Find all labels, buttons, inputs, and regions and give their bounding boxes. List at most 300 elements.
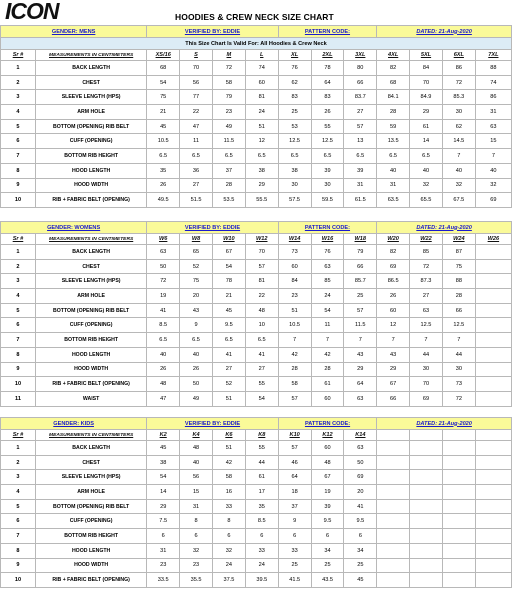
size-value-cell: 58 xyxy=(278,377,311,392)
table-row xyxy=(1,303,512,318)
table-body-men xyxy=(1,61,512,208)
section-header-men xyxy=(1,26,512,38)
size-value-cell: 43 xyxy=(180,303,213,318)
size-value-cell: 28 xyxy=(278,362,311,377)
size-value-cell: 9.5 xyxy=(311,514,344,529)
col-header: W26 xyxy=(475,234,511,245)
col-header: K12 xyxy=(311,430,344,441)
row-number: 5 xyxy=(1,303,36,318)
size-value-cell: 28 xyxy=(212,178,245,193)
table-row xyxy=(1,529,512,544)
size-value-cell: 26 xyxy=(377,289,410,304)
measurement-label: CUFF (OPENING) xyxy=(35,514,146,529)
size-value-cell xyxy=(377,441,410,456)
size-value-cell: 32 xyxy=(442,178,475,193)
size-value-cell: 60 xyxy=(245,75,278,90)
size-value-cell: 32 xyxy=(212,543,245,558)
size-value-cell: 85 xyxy=(311,274,344,289)
size-value-cell: 41 xyxy=(147,303,180,318)
size-value-cell: 49 xyxy=(180,391,213,406)
size-value-cell: 40 xyxy=(442,163,475,178)
size-value-cell: 72 xyxy=(442,391,475,406)
size-value-cell: 51 xyxy=(245,119,278,134)
col-header: W14 xyxy=(278,234,311,245)
size-value-cell: 53.5 xyxy=(212,193,245,208)
size-value-cell: 69 xyxy=(475,193,511,208)
size-value-cell: 27 xyxy=(410,289,443,304)
size-value-cell: 41.5 xyxy=(278,573,311,588)
size-value-cell xyxy=(475,347,511,362)
measurement-label: BOTTOM (OPENING) RIB BELT xyxy=(35,119,146,134)
size-value-cell: 6 xyxy=(278,529,311,544)
size-value-cell: 48 xyxy=(147,377,180,392)
size-value-cell xyxy=(475,455,511,470)
size-value-cell xyxy=(475,245,511,260)
table-row xyxy=(1,362,512,377)
row-number: 6 xyxy=(1,318,36,333)
size-value-cell: 67 xyxy=(377,377,410,392)
brand-logo-graphic xyxy=(4,0,84,22)
measurement-label: SLEEVE LENGTH (HPS) xyxy=(35,274,146,289)
size-value-cell: 6.5 xyxy=(212,149,245,164)
size-value-cell: 35.5 xyxy=(180,573,213,588)
row-number: 8 xyxy=(1,163,36,178)
size-value-cell: 57 xyxy=(278,391,311,406)
size-value-cell xyxy=(443,543,476,558)
size-value-cell: 43.5 xyxy=(311,573,344,588)
col-header: 5XL xyxy=(410,50,443,61)
size-value-cell: 76 xyxy=(311,245,344,260)
size-value-cell: 27 xyxy=(212,362,245,377)
row-number: 5 xyxy=(1,499,36,514)
size-value-cell xyxy=(475,391,511,406)
size-value-cell: 84 xyxy=(410,61,443,76)
size-value-cell: 50 xyxy=(344,455,377,470)
col-header: 2XL xyxy=(311,50,344,61)
table-row xyxy=(1,134,512,149)
size-value-cell xyxy=(443,470,476,485)
row-number: 6 xyxy=(1,134,36,149)
size-value-cell: 6 xyxy=(212,529,245,544)
size-value-cell: 6 xyxy=(180,529,213,544)
size-value-cell xyxy=(475,259,511,274)
size-value-cell xyxy=(443,499,476,514)
size-value-cell: 6.5 xyxy=(311,149,344,164)
col-header: W10 xyxy=(212,234,245,245)
size-value-cell: 88 xyxy=(442,274,475,289)
table-row xyxy=(1,75,512,90)
verified-label: VERIFIED BY: EDDIE xyxy=(147,26,278,38)
table-row xyxy=(1,347,512,362)
row-number: 4 xyxy=(1,289,36,304)
size-value-cell: 88 xyxy=(475,61,511,76)
size-value-cell: 19 xyxy=(311,485,344,500)
size-value-cell: 31 xyxy=(344,178,377,193)
row-number: 6 xyxy=(1,514,36,529)
size-value-cell: 79 xyxy=(344,245,377,260)
size-value-cell: 82 xyxy=(377,61,410,76)
measurement-label: HOOD LENGTH xyxy=(35,347,146,362)
size-value-cell: 35 xyxy=(245,499,278,514)
size-value-cell: 10.5 xyxy=(278,318,311,333)
measurement-label: BOTTOM RIB HEIGHT xyxy=(35,149,146,164)
row-number: 1 xyxy=(1,441,36,456)
row-number: 10 xyxy=(1,377,36,392)
size-value-cell: 26 xyxy=(147,362,180,377)
size-value-cell: 43 xyxy=(344,347,377,362)
size-value-cell: 56 xyxy=(180,470,213,485)
size-value-cell: 54 xyxy=(212,259,245,274)
size-value-cell: 83 xyxy=(311,90,344,105)
size-value-cell: 19 xyxy=(147,289,180,304)
size-value-cell: 6 xyxy=(344,529,377,544)
size-value-cell xyxy=(475,558,511,573)
size-value-cell: 11 xyxy=(311,318,344,333)
size-value-cell: 25 xyxy=(278,105,311,120)
measurement-label: HOOD LENGTH xyxy=(35,163,146,178)
size-value-cell: 20 xyxy=(344,485,377,500)
size-value-cell: 48 xyxy=(180,441,213,456)
size-value-cell: 29 xyxy=(377,362,410,377)
size-value-cell xyxy=(443,529,476,544)
size-value-cell: 54 xyxy=(245,391,278,406)
column-header-row-men xyxy=(1,50,512,61)
validity-note: This Size Chart Is Valid For: All Hoodies & Crew Neck xyxy=(1,38,512,50)
size-value-cell xyxy=(377,499,410,514)
size-value-cell: 6.5 xyxy=(245,149,278,164)
measurement-label: ARM HOLE xyxy=(35,485,146,500)
measurement-label: ARM HOLE xyxy=(35,289,146,304)
size-value-cell: 7 xyxy=(442,333,475,348)
size-value-cell: 67.5 xyxy=(442,193,475,208)
measurement-label: RIB + FABRIC BELT (OPENING) xyxy=(35,377,146,392)
size-value-cell: 67 xyxy=(311,470,344,485)
size-value-cell: 51.5 xyxy=(180,193,213,208)
size-value-cell: 61 xyxy=(245,470,278,485)
size-value-cell: 29 xyxy=(410,105,443,120)
size-value-cell: 66 xyxy=(344,259,377,274)
size-value-cell: 7 xyxy=(442,149,475,164)
size-value-cell: 6.5 xyxy=(278,149,311,164)
size-value-cell: 85 xyxy=(410,245,443,260)
size-value-cell: 39 xyxy=(311,163,344,178)
size-value-cell: 84.1 xyxy=(377,90,410,105)
column-header-row-women xyxy=(1,234,512,245)
size-value-cell: 47 xyxy=(147,391,180,406)
size-value-cell: 6.5 xyxy=(180,149,213,164)
pattern-code-label: PATTERN CODE: xyxy=(278,222,377,234)
size-value-cell: 32 xyxy=(180,543,213,558)
col-header: 4XL xyxy=(377,50,410,61)
size-value-cell: 7 xyxy=(278,333,311,348)
measurement-label: RIB + FABRIC BELT (OPENING) xyxy=(35,573,146,588)
size-value-cell: 57 xyxy=(344,303,377,318)
size-value-cell: 69 xyxy=(377,259,410,274)
size-value-cell: 21 xyxy=(212,289,245,304)
size-value-cell: 26 xyxy=(311,105,344,120)
brand-logo xyxy=(4,0,84,22)
size-value-cell: 50 xyxy=(147,259,180,274)
measurement-label: CHEST xyxy=(35,259,146,274)
table-row xyxy=(1,163,512,178)
size-value-cell: 29 xyxy=(147,499,180,514)
size-value-cell: 7.5 xyxy=(147,514,180,529)
size-value-cell: 44 xyxy=(442,347,475,362)
size-value-cell: 32 xyxy=(410,178,443,193)
size-value-cell: 34 xyxy=(344,543,377,558)
size-value-cell: 27 xyxy=(245,362,278,377)
col-header: MEASUREMENTS IN CENTIMETERS xyxy=(35,50,146,61)
size-value-cell: 14 xyxy=(147,485,180,500)
size-value-cell: 70 xyxy=(180,61,213,76)
table-row xyxy=(1,193,512,208)
size-value-cell: 87 xyxy=(442,245,475,260)
size-value-cell: 74 xyxy=(475,75,511,90)
size-value-cell: 49 xyxy=(212,119,245,134)
verified-label: VERIFIED BY: EDDIE xyxy=(147,222,278,234)
size-value-cell: 11.5 xyxy=(344,318,377,333)
size-value-cell: 26 xyxy=(147,178,180,193)
size-value-cell: 84 xyxy=(278,274,311,289)
size-value-cell: 6 xyxy=(245,529,278,544)
measurement-label: BACK LENGTH xyxy=(35,441,146,456)
size-value-cell xyxy=(410,558,443,573)
table-row xyxy=(1,514,512,529)
size-value-cell: 24 xyxy=(212,558,245,573)
size-value-cell: 40 xyxy=(475,163,511,178)
size-value-cell: 42 xyxy=(212,455,245,470)
row-number: 11 xyxy=(1,391,36,406)
size-value-cell: 10.5 xyxy=(147,134,180,149)
measurement-label: SLEEVE LENGTH (HPS) xyxy=(35,470,146,485)
col-header: Sr # xyxy=(1,234,36,245)
size-value-cell: 87.3 xyxy=(410,274,443,289)
size-value-cell: 22 xyxy=(245,289,278,304)
size-value-cell: 14.5 xyxy=(442,134,475,149)
size-value-cell: 72 xyxy=(410,259,443,274)
size-value-cell xyxy=(475,514,511,529)
size-value-cell: 83 xyxy=(278,90,311,105)
size-value-cell: 58 xyxy=(212,470,245,485)
size-value-cell: 79 xyxy=(212,90,245,105)
col-header: L xyxy=(245,50,278,61)
size-value-cell xyxy=(475,485,511,500)
size-value-cell xyxy=(410,455,443,470)
table-row xyxy=(1,61,512,76)
size-value-cell xyxy=(475,529,511,544)
size-value-cell: 61 xyxy=(410,119,443,134)
size-value-cell: 72 xyxy=(147,274,180,289)
size-value-cell: 54 xyxy=(147,470,180,485)
size-value-cell: 49.5 xyxy=(147,193,180,208)
size-value-cell: 37.5 xyxy=(212,573,245,588)
col-header: W24 xyxy=(442,234,475,245)
size-value-cell: 6 xyxy=(311,529,344,544)
size-value-cell: 15 xyxy=(475,134,511,149)
size-value-cell: 7 xyxy=(311,333,344,348)
header xyxy=(0,0,512,24)
col-header: W18 xyxy=(344,234,377,245)
size-value-cell: 12.5 xyxy=(311,134,344,149)
row-number: 2 xyxy=(1,455,36,470)
size-value-cell: 47 xyxy=(180,119,213,134)
size-value-cell xyxy=(475,377,511,392)
section-header-kids xyxy=(1,418,512,430)
size-value-cell: 12.5 xyxy=(442,318,475,333)
size-value-cell: 6.5 xyxy=(344,149,377,164)
row-number: 3 xyxy=(1,90,36,105)
size-value-cell: 6.5 xyxy=(180,333,213,348)
size-value-cell xyxy=(475,573,511,588)
size-value-cell: 30 xyxy=(442,362,475,377)
measurement-label: BACK LENGTH xyxy=(35,245,146,260)
size-value-cell xyxy=(475,303,511,318)
size-value-cell: 82 xyxy=(377,245,410,260)
size-value-cell: 39.5 xyxy=(245,573,278,588)
row-number: 9 xyxy=(1,558,36,573)
row-number: 10 xyxy=(1,573,36,588)
table-body-kids xyxy=(1,441,512,588)
row-number: 8 xyxy=(1,347,36,362)
table-row xyxy=(1,274,512,289)
col-header xyxy=(475,430,511,441)
row-number: 9 xyxy=(1,178,36,193)
col-header: K2 xyxy=(147,430,180,441)
size-value-cell: 41 xyxy=(212,347,245,362)
table-row xyxy=(1,558,512,573)
size-value-cell: 68 xyxy=(377,75,410,90)
col-header: W22 xyxy=(410,234,443,245)
size-value-cell: 9 xyxy=(180,318,213,333)
table-row xyxy=(1,470,512,485)
size-value-cell: 6.5 xyxy=(410,149,443,164)
size-value-cell: 6.5 xyxy=(377,149,410,164)
table-row xyxy=(1,441,512,456)
col-header xyxy=(443,430,476,441)
col-header: S xyxy=(180,50,213,61)
size-value-cell: 70 xyxy=(410,75,443,90)
measurement-label: ARM HOLE xyxy=(35,105,146,120)
size-value-cell: 16 xyxy=(212,485,245,500)
size-value-cell: 81 xyxy=(245,274,278,289)
col-header: MEASUREMENTS IN CENTIMETERS xyxy=(35,234,146,245)
size-value-cell: 11.5 xyxy=(212,134,245,149)
size-value-cell: 57.5 xyxy=(278,193,311,208)
measurement-label: CHEST xyxy=(35,455,146,470)
verified-label: VERIFIED BY: EDDIE xyxy=(147,418,278,430)
measurement-label: BOTTOM (OPENING) RIB BELT xyxy=(35,303,146,318)
size-value-cell: 28 xyxy=(377,105,410,120)
size-value-cell xyxy=(410,485,443,500)
size-value-cell xyxy=(475,499,511,514)
size-value-cell: 59 xyxy=(377,119,410,134)
table-row xyxy=(1,245,512,260)
table-row xyxy=(1,499,512,514)
size-value-cell xyxy=(410,499,443,514)
size-value-cell: 31 xyxy=(180,499,213,514)
row-number: 5 xyxy=(1,119,36,134)
size-value-cell xyxy=(377,558,410,573)
size-value-cell: 63 xyxy=(344,441,377,456)
size-value-cell: 84.9 xyxy=(410,90,443,105)
row-number: 9 xyxy=(1,362,36,377)
size-value-cell: 40 xyxy=(410,163,443,178)
col-header: XL xyxy=(278,50,311,61)
dated-label xyxy=(377,418,512,430)
size-value-cell: 77 xyxy=(180,90,213,105)
size-value-cell xyxy=(410,441,443,456)
table-row xyxy=(1,149,512,164)
size-value-cell: 40 xyxy=(180,347,213,362)
table-row xyxy=(1,90,512,105)
size-value-cell xyxy=(377,485,410,500)
size-value-cell: 44 xyxy=(245,455,278,470)
pattern-code-label: PATTERN CODE: xyxy=(278,418,377,430)
col-header: W8 xyxy=(180,234,213,245)
size-value-cell: 13 xyxy=(344,134,377,149)
size-value-cell: 57 xyxy=(344,119,377,134)
col-header: K8 xyxy=(245,430,278,441)
size-value-cell: 63 xyxy=(311,259,344,274)
row-number: 4 xyxy=(1,485,36,500)
size-value-cell xyxy=(377,514,410,529)
measurement-label: SLEEVE LENGTH (HPS) xyxy=(35,90,146,105)
size-value-cell: 55.5 xyxy=(245,193,278,208)
size-value-cell: 66 xyxy=(442,303,475,318)
size-value-cell: 63 xyxy=(475,119,511,134)
dated-text: DATED: 21-Aug-2020 xyxy=(416,224,472,231)
size-value-cell: 12.5 xyxy=(410,318,443,333)
size-value-cell: 9.5 xyxy=(344,514,377,529)
size-value-cell: 56 xyxy=(180,75,213,90)
col-header: Sr # xyxy=(1,50,36,61)
size-value-cell: 65.5 xyxy=(410,193,443,208)
size-value-cell: 50 xyxy=(180,377,213,392)
measurement-label: HOOD LENGTH xyxy=(35,543,146,558)
size-value-cell: 60 xyxy=(311,391,344,406)
col-header: K10 xyxy=(278,430,311,441)
size-value-cell xyxy=(475,289,511,304)
dated-label xyxy=(377,26,512,38)
size-value-cell: 48 xyxy=(311,455,344,470)
size-value-cell: 38 xyxy=(147,455,180,470)
size-value-cell: 23 xyxy=(212,105,245,120)
size-value-cell: 31 xyxy=(147,543,180,558)
size-value-cell: 86 xyxy=(442,61,475,76)
size-value-cell: 7 xyxy=(410,333,443,348)
size-value-cell xyxy=(475,470,511,485)
size-value-cell: 40 xyxy=(377,163,410,178)
size-value-cell: 24 xyxy=(311,289,344,304)
size-value-cell: 6.5 xyxy=(147,149,180,164)
size-value-cell: 73 xyxy=(278,245,311,260)
pattern-code-label: PATTERN CODE: xyxy=(278,26,377,38)
validity-note-row xyxy=(1,38,512,50)
size-value-cell: 74 xyxy=(245,61,278,76)
size-value-cell: 64 xyxy=(344,377,377,392)
size-value-cell: 59.5 xyxy=(311,193,344,208)
size-value-cell: 35 xyxy=(147,163,180,178)
size-value-cell xyxy=(443,573,476,588)
size-value-cell: 43 xyxy=(377,347,410,362)
size-value-cell: 23 xyxy=(147,558,180,573)
col-header: M xyxy=(212,50,245,61)
size-value-cell: 36 xyxy=(180,163,213,178)
size-value-cell: 10 xyxy=(245,318,278,333)
size-value-cell: 75 xyxy=(147,90,180,105)
brand-logo-text: ICON xyxy=(5,0,59,22)
size-value-cell: 70 xyxy=(245,245,278,260)
